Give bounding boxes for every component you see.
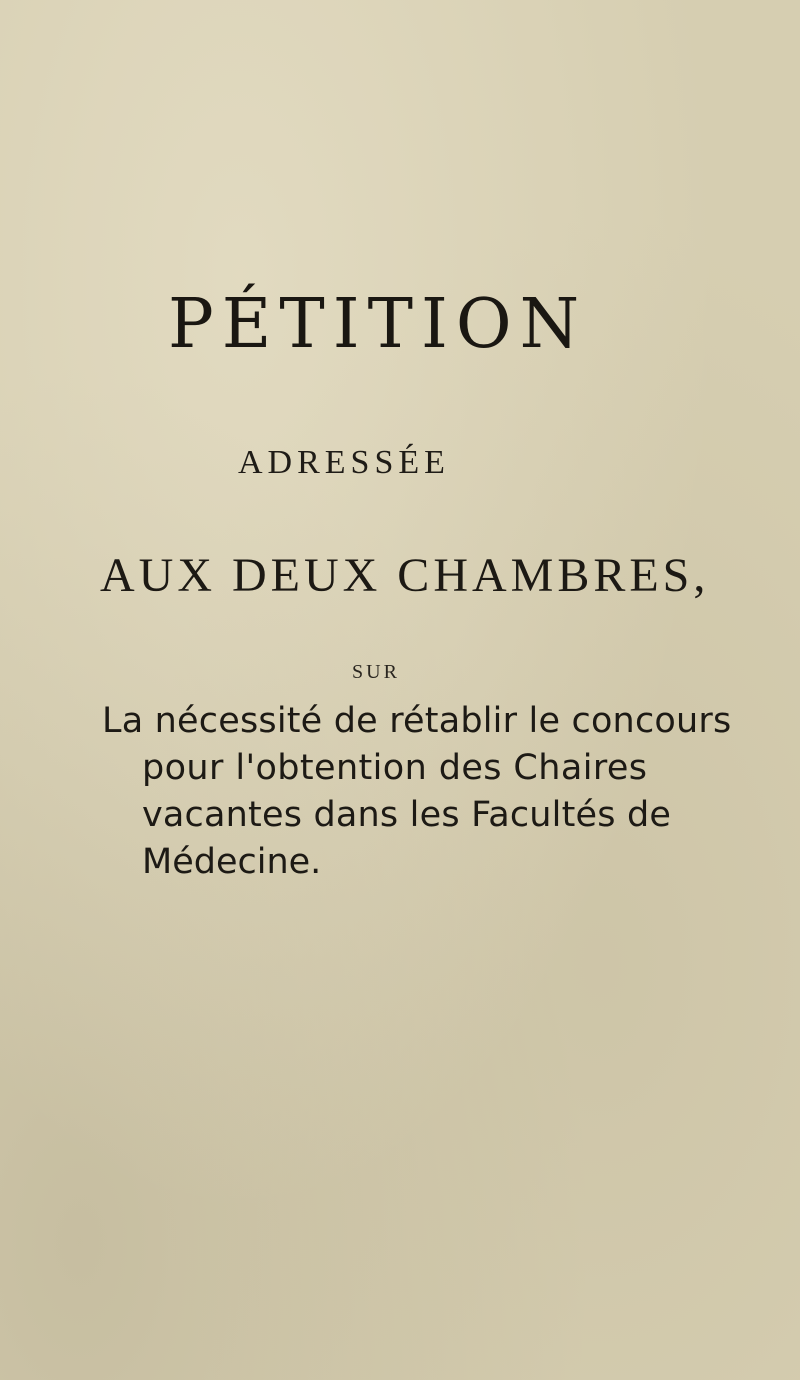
subject-line: pour l'obtention des Chaires [142, 748, 648, 788]
subject-line: La nécessité de rétablir le concours [102, 701, 732, 741]
subject-line: vacantes dans les Facultés de [142, 795, 672, 835]
addressed-heading: ADRESSÉE [238, 444, 450, 481]
recipient-heading: AUX DEUX CHAMBRES, [100, 549, 710, 602]
subject-line: Médecine. [142, 842, 322, 882]
preposition-label: SUR [352, 661, 400, 683]
subject-text [102, 698, 742, 886]
document-title: PÉTITION [168, 285, 588, 364]
